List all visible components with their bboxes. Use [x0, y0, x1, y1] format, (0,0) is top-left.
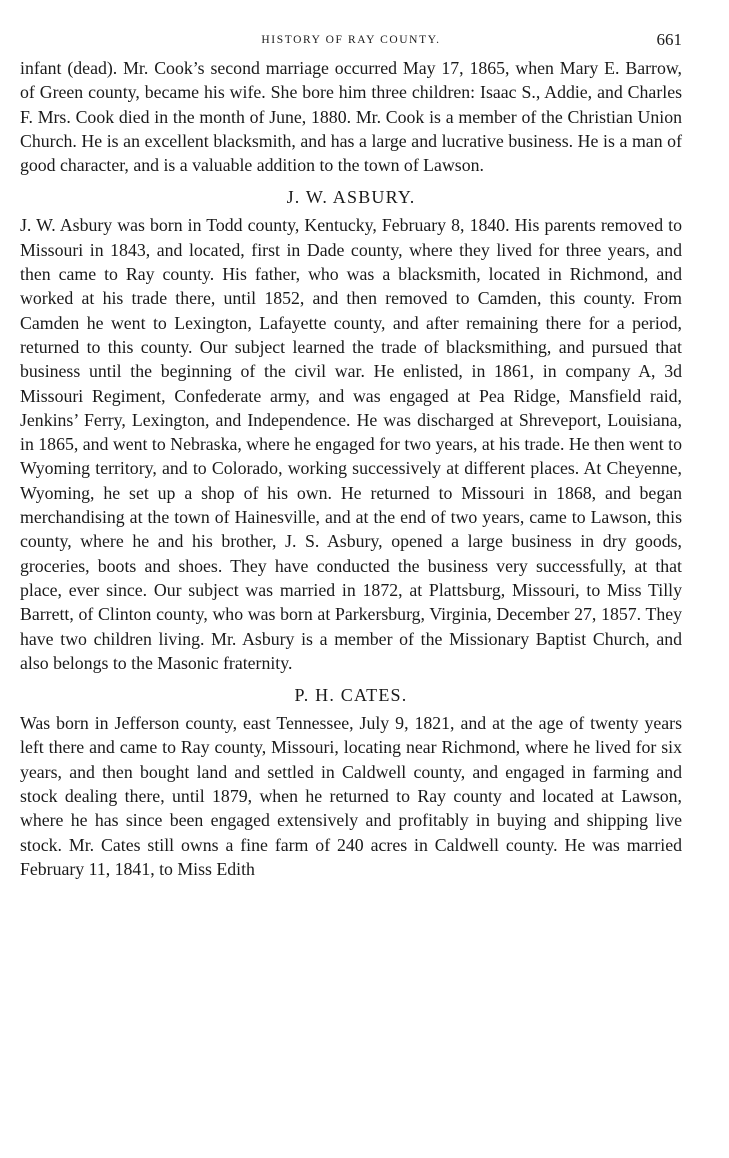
book-page: [20, 30, 682, 881]
running-title: HISTORY OF RAY COUNTY.: [261, 34, 441, 46]
page-number: 661: [656, 30, 682, 49]
section-paragraph-cates: Was born in Jefferson county, east Tennessee, July 9, 1821, and at the age of twenty years left there and came to Ray county, Missouri, locating near Richmond, where he lived for six years, and then bought land and settled in Caldwell county, and engaged in farming and stock dealing there, until 1879, when he returned to Ray county and located at Lawson, where he has since been engaged extensively and profitably in buying and shipping live stock. Mr. Cates still owns a fine farm of 240 acres in Caldwell county. He was married February 11, 1841, to Miss Edith: [20, 713, 682, 879]
section-heading-asbury: J. W. ASBURY.: [286, 187, 416, 208]
section-heading-cates: P. H. CATES.: [294, 685, 408, 706]
continuation-paragraph: infant (dead). Mr. Cook’s second marriage occurred May 17, 1865, when Mary E. Barrow, of Green county, became his wife. She bore him three children: Isaac S., Addie, and Charles F. Mrs. Cook died in the month of June, 1880. Mr. Cook is a member of the Christian Union Church. He is an excellent blacksmith, and has a large and lucrative business. He is a man of good character, and is a valuable addition to the town of Lawson.: [20, 58, 682, 176]
running-header: [20, 30, 682, 56]
section-paragraph-asbury: J. W. Asbury was born in Todd county, Kentucky, February 8, 1840. His parents removed to Missouri in 1843, and located, first in Dade county, where they lived for three years, and then came to Ray county. His father, who was a blacksmith, located in Richmond, and worked at his trade there, until 1852, and then removed to Camden, this county. From Camden he went to Lexington, Lafayette county, and after remaining there for a period, returned to this county. Our subject learned the trade of blacksmithing, and pursued that business until the beginning of the civil war. He enlisted, in 1861, in company A, 3d Missouri Regiment, Confederate army, and was engaged at Pea Ridge, Mansfield raid, Jenkins’ Ferry, Lexington, and Independence. He was discharged at Shreveport, Louisiana, in 1865, and went to Nebraska, where he engaged for two years, at his trade. He then went to Wyoming territory, and to Colorado, working successively at different places. At Cheyenne, Wyoming, he set up a shop of his own. He returned to Missouri in 1868, and began merchandising at the town of Hainesville, and at the end of two years, came to Lawson, this county, where he and his brother, J. S. Asbury, opened a large business in dry goods, groceries, boots and shoes. They have conducted the business very successfully, at that place, ever since. Our subject was married in 1872, at Plattsburg, Missouri, to Miss Tilly Barrett, of Clinton county, who was born at Parkersburg, Virginia, December 27, 1857. They have two children living. Mr. Asbury is a member of the Missionary Baptist Church, and also belongs to the Masonic fraternity.: [20, 215, 682, 673]
